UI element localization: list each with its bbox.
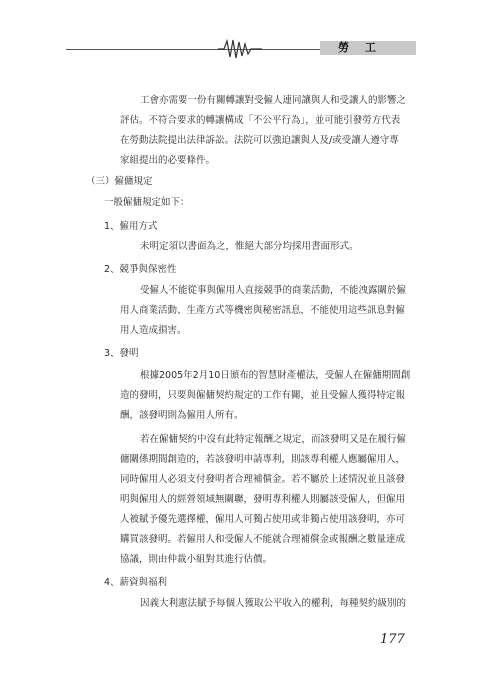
body-line: 未明定須以書面為之，惟絕大部分均採用書面形式。: [140, 241, 359, 252]
page-header-title: 勞 工: [338, 41, 382, 54]
item-heading: 4、薪資與福利: [104, 577, 168, 588]
body-line: 購買該發明。若僱用人和受僱人不能就合理補償金或報酬之數量達成: [120, 534, 406, 545]
body-line: 造的發明，只要與僱傭契約規定的工作有關，並且受僱人獲得特定報: [120, 390, 406, 401]
section-intro: 一般僱傭規定如下：: [104, 197, 190, 208]
body-line: 評估。不符合要求的轉讓構成「不公平行為」，並可能引發勞方代表: [120, 115, 401, 126]
heartbeat-icon: [218, 38, 262, 60]
body-line: 用人造成損害。: [120, 325, 187, 336]
page-number: 177: [380, 632, 405, 647]
body-line: 因義大利憲法賦予每個人獲取公平收入的權利，每種契約級別的: [140, 598, 407, 609]
body-line: 若在僱傭契約中沒有此特定報酬之規定，而該發明又是在履行僱: [140, 434, 407, 445]
item-heading: 1、僱用方式: [104, 221, 158, 232]
body-line: 受僱人不能從事與僱用人直接競爭的商業活動，不能洩露關於僱: [140, 285, 407, 296]
body-line: 明與僱用人的經營領域無關聯，發明專利權人則屬該受僱人，但僱用: [120, 494, 406, 505]
body-line: 酬，該發明則為僱用人所有。: [120, 410, 244, 421]
body-line: 同時僱用人必須支付發明者合理補償金。若不屬於上述情況並且該發: [120, 474, 406, 485]
body-line: 用人商業活動、生產方式等機密與秘密訊息，不能使用這些訊息對僱: [120, 305, 406, 316]
body-line: 協議，則由仲裁小組對其進行估價。: [120, 554, 273, 565]
body-line: 家組提出的必要條件。: [120, 155, 216, 166]
body-line: 工會亦需要一份有關轉讓對受僱人連同讓與人和受讓人的影響之: [140, 95, 407, 106]
section-heading: （三）僱傭規定: [86, 176, 153, 187]
body-line: 在勞動法院提出法律訴訟。法院可以強迫讓與人及/或受讓人遵守專: [120, 135, 399, 146]
item-heading: 2、競爭與保密性: [104, 264, 177, 275]
body-line: 根據2005年2月10日頒布的智慧財產權法，受僱人在僱傭期間創: [140, 370, 411, 381]
body-line: 傭關係期間創造的，若該發明申請專利，則該專利權人應屬僱用人，: [120, 454, 406, 465]
body-line: 人被賦予優先選擇權，僱用人可獨占使用或非獨占使用該發明，亦可: [120, 514, 406, 525]
item-heading: 3、發明: [104, 348, 139, 359]
